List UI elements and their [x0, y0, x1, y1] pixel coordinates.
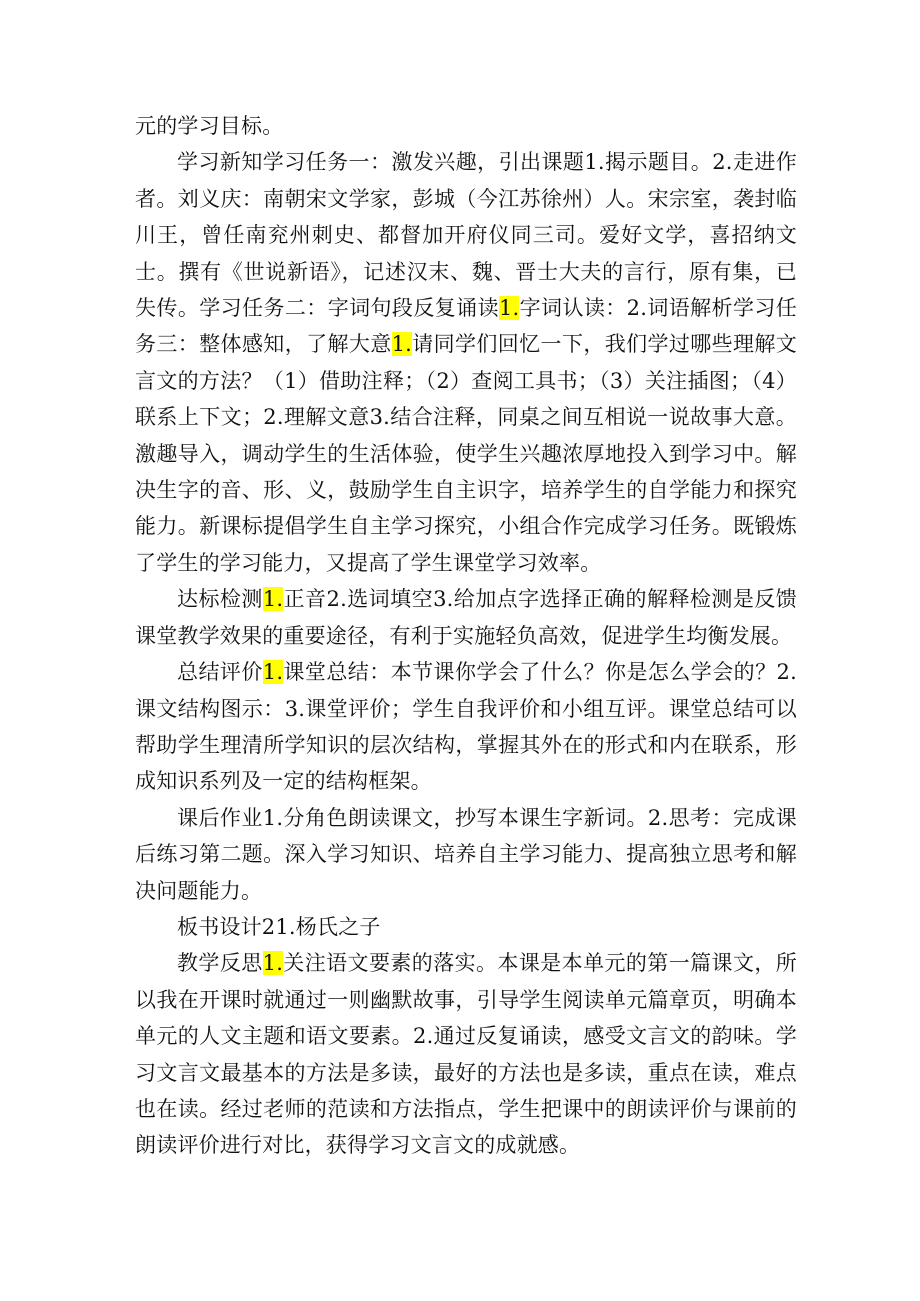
document-page	[135, 108, 797, 1164]
highlighted-number: 1.	[262, 951, 284, 976]
text-span: 字词认读：2.词语解析学习任务三：整体感知，了解大意	[135, 296, 797, 357]
paragraph-unit-goal	[135, 108, 797, 144]
paragraph-homework	[135, 800, 797, 909]
text-span: 总结评价	[177, 660, 263, 685]
highlighted-number: 1.	[262, 587, 284, 612]
text-span: 板书设计21.杨氏之子	[177, 914, 381, 939]
highlighted-number: 1.	[262, 660, 284, 685]
text-span: 正音2.选词填空3.给加点字选择正确的解释检测是反馈课堂教学效果的重要途径，有利于实施轻负高效，促进学生均衡发展。	[135, 587, 797, 648]
text-span: 课后作业1.分角色朗读课文，抄写本课生字新词。2.思考：完成课后练习第二题。深入学习知识、培养自主学习能力、提高独立思考和解决问题能力。	[135, 805, 797, 903]
paragraph-new-knowledge	[135, 144, 797, 581]
text-span: 学习新知学习任务一：激发兴趣，引出课题1.揭示题目。2.走进作者。刘义庆：南朝宋文学家，彭城（今江苏徐州）人。宋宗室，袭封临川王，曾任南兖州刺史、都督加开府仪同三司。爱好文学，喜招纳文士。撰有《世说新语》，记述汉末、魏、晋士大夫的言行，原有集，已失传。学习任务二：字词句段反复诵读	[135, 150, 797, 321]
paragraph-reflection	[135, 945, 797, 1163]
paragraph-summary	[135, 654, 797, 800]
paragraph-assessment	[135, 581, 797, 654]
highlighted-number: 1.	[391, 332, 413, 357]
text-span: 课堂总结：本节课你学会了什么？你是怎么学会的？2.课文结构图示：3.课堂评价；学生自我评价和小组互评。课堂总结可以帮助学生理清所学知识的层次结构，掌握其外在的形式和内在联系，形成知识系列及一定的结构框架。	[135, 660, 797, 794]
text-span: 教学反思	[177, 951, 263, 976]
text-span: 关注语文要素的落实。本课是本单元的第一篇课文，所以我在开课时就通过一则幽默故事，引导学生阅读单元篇章页，明确本单元的人文主题和语文要素。2.通过反复诵读，感受文言文的韵味。学习文言文最基本的方法是多读，最好的方法也是多读，重点在读，难点也在读。经过老师的范读和方法指点，学生把课中的朗读评价与课前的朗读评价进行对比，获得学习文言文的成就感。	[135, 951, 797, 1158]
paragraph-board-design	[135, 909, 797, 945]
text-span: 请同学们回忆一下，我们学过哪些理解文言文的方法？（1）借助注释；（2）查阅工具书；（3）关注插图；（4）联系上下文；2.理解文意3.结合注释，同桌之间互相说一说故事大意。激趣导入，调动学生的生活体验，使学生兴趣浓厚地投入到学习中。解决生字的音、形、义，鼓励学生自主识字，培养学生的自学能力和探究能力。新课标提倡学生自主学习探究，小组合作完成学习任务。既锻炼了学生的学习能力，又提高了学生课堂学习效率。	[135, 332, 797, 575]
text-span: 元的学习目标。	[135, 114, 284, 138]
text-span: 达标检测	[177, 587, 263, 612]
highlighted-number: 1.	[498, 296, 520, 321]
